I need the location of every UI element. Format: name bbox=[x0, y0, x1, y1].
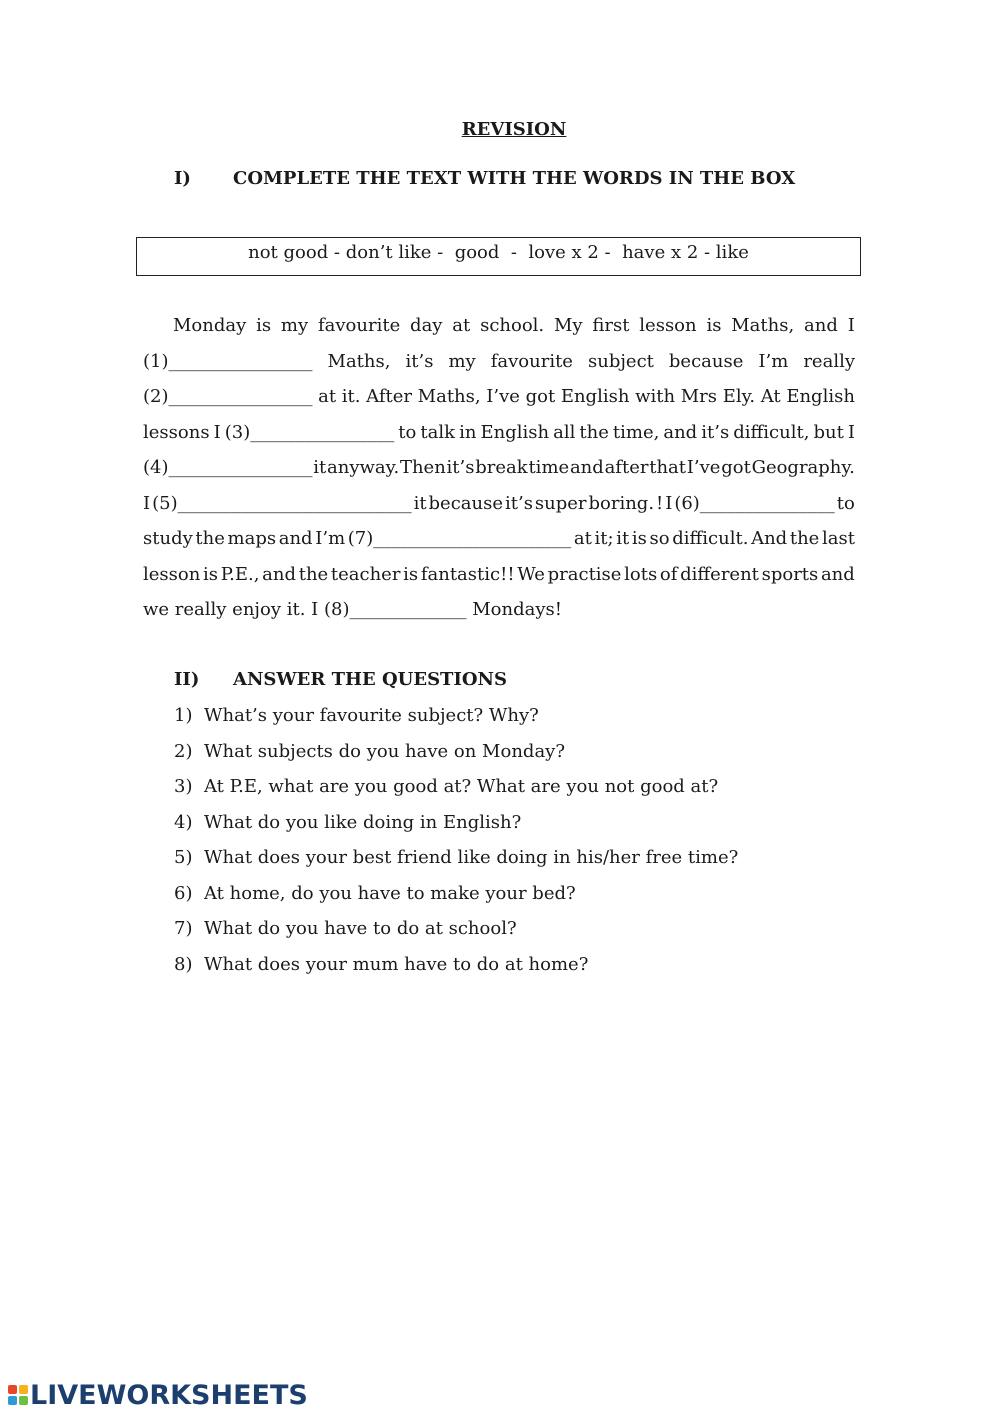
passage-word: and bbox=[569, 457, 604, 478]
question-number: 5) bbox=[174, 847, 193, 868]
passage-word: P.E., bbox=[220, 563, 260, 585]
passage-word: because bbox=[668, 350, 744, 372]
question-text: What does your best friend like doing in his/her free time? bbox=[204, 847, 739, 868]
question-item bbox=[174, 913, 738, 949]
passage-word: I bbox=[665, 492, 673, 514]
word-box: not good - don’t like - good - love x 2 - have x 2 - like bbox=[136, 237, 861, 276]
passage-word: it. bbox=[341, 386, 361, 407]
passage-word: Maths, bbox=[327, 350, 391, 372]
passage-word: of bbox=[659, 563, 678, 585]
passage-word: At bbox=[760, 386, 781, 407]
passage-word: Ely. bbox=[722, 386, 756, 407]
passage-word: it bbox=[313, 457, 327, 478]
passage-word: my bbox=[448, 350, 476, 372]
passage-word: (4)________________ bbox=[143, 457, 313, 478]
passage-word: the bbox=[789, 528, 820, 549]
passage-word: subject bbox=[587, 350, 654, 372]
passage-word: lots bbox=[624, 563, 658, 585]
passage-word: last bbox=[821, 528, 855, 549]
passage-word: is bbox=[403, 563, 419, 585]
passage-word: Geography. bbox=[751, 457, 855, 478]
passage-word: I’m bbox=[758, 350, 789, 372]
passage-word: and bbox=[663, 421, 698, 443]
passage-word: favourite bbox=[317, 315, 401, 336]
passage-line bbox=[143, 380, 855, 416]
question-text: At P.E, what are you good at? What are you not good at? bbox=[204, 776, 719, 797]
passage-word: the bbox=[579, 421, 609, 443]
liveworksheets-logo bbox=[8, 1380, 308, 1410]
passage-word: after bbox=[604, 457, 649, 478]
passage-word: day bbox=[410, 315, 443, 336]
passage-word: it bbox=[616, 528, 630, 549]
passage-word: got bbox=[525, 386, 556, 407]
passage-word: I bbox=[847, 315, 855, 336]
passage-word: I bbox=[143, 492, 151, 514]
question-item bbox=[174, 771, 738, 807]
question-number: 6) bbox=[174, 882, 193, 904]
passage-word: got bbox=[721, 457, 751, 478]
question-item bbox=[174, 700, 738, 736]
passage-word: and bbox=[804, 315, 838, 336]
passage-word: and bbox=[278, 528, 313, 549]
passage-word: is bbox=[706, 315, 722, 336]
passage-word: super bbox=[534, 492, 587, 514]
passage-word: I’ve bbox=[486, 386, 520, 407]
passage-word: anyway. bbox=[327, 457, 400, 478]
passage-word: the bbox=[298, 563, 329, 585]
question-text: At home, do you have to make your bed? bbox=[204, 882, 576, 904]
passage-word: Monday bbox=[173, 315, 247, 336]
passage-word: it’s bbox=[504, 492, 533, 514]
logo-grid-icon bbox=[8, 1385, 28, 1405]
passage-word: teacher bbox=[330, 563, 401, 585]
section-1-number: I) bbox=[174, 168, 191, 189]
passage-line bbox=[143, 522, 855, 558]
passage-word: And bbox=[751, 528, 788, 549]
passage-word: English bbox=[480, 421, 550, 443]
passage-word: is bbox=[256, 315, 272, 336]
section-2-title: ANSWER THE QUESTIONS bbox=[233, 669, 508, 690]
passage-word: at bbox=[573, 528, 592, 549]
passage-word: my bbox=[280, 315, 309, 336]
passage-word: practise bbox=[547, 563, 622, 585]
logo-square bbox=[8, 1385, 17, 1394]
passage-word: sports bbox=[761, 563, 819, 585]
passage-word: (7)______________________ bbox=[347, 528, 572, 549]
passage-word: but bbox=[813, 421, 844, 443]
question-number: 7) bbox=[174, 918, 193, 939]
logo-square bbox=[19, 1385, 28, 1394]
passage-word: at bbox=[452, 315, 471, 336]
passage-line bbox=[143, 451, 855, 487]
question-item bbox=[174, 736, 738, 772]
question-item bbox=[174, 878, 738, 914]
fill-in-passage bbox=[143, 309, 855, 629]
passage-word: I’ve bbox=[686, 457, 721, 478]
logo-square bbox=[8, 1396, 17, 1405]
passage-line bbox=[143, 593, 855, 629]
passage-word: it’s bbox=[405, 350, 434, 372]
passage-word: all bbox=[553, 421, 576, 443]
passage-word: first bbox=[592, 315, 630, 336]
passage-word: the bbox=[195, 528, 225, 549]
passage-word: English bbox=[786, 386, 855, 407]
passage-word: lesson bbox=[143, 563, 201, 585]
passage-word: that bbox=[649, 457, 687, 478]
passage-word: Mrs bbox=[680, 386, 718, 407]
passage-word: and bbox=[820, 563, 855, 585]
question-item bbox=[174, 842, 738, 878]
passage-word: with bbox=[635, 386, 676, 407]
passage-word: really bbox=[803, 350, 855, 372]
question-text: What does your mum have to do at home? bbox=[204, 953, 589, 975]
passage-word: because bbox=[428, 492, 504, 514]
passage-word: favourite bbox=[490, 350, 573, 372]
passage-word: study bbox=[143, 528, 193, 549]
passage-word: is bbox=[631, 528, 647, 549]
passage-word: and bbox=[262, 563, 297, 585]
passage-word: we really enjoy it. I (8)_____________ Mondays! bbox=[143, 599, 562, 620]
passage-word: I bbox=[213, 421, 221, 443]
passage-word: lesson bbox=[639, 315, 697, 336]
logo-square bbox=[19, 1396, 28, 1405]
question-list bbox=[174, 700, 738, 984]
question-text: What’s your favourite subject? Why? bbox=[204, 705, 539, 726]
question-text: What do you have to do at school? bbox=[204, 918, 517, 939]
passage-word: English bbox=[560, 386, 630, 407]
question-text: What do you like doing in English? bbox=[204, 811, 522, 833]
passage-word: Maths, bbox=[731, 315, 795, 336]
passage-word: talk bbox=[420, 421, 456, 443]
passage-line bbox=[143, 487, 855, 523]
passage-word: school. bbox=[480, 315, 545, 336]
passage-word: at bbox=[318, 386, 337, 407]
passage-word: time bbox=[528, 457, 570, 478]
question-number: 1) bbox=[174, 705, 193, 726]
passage-word: so bbox=[649, 528, 670, 549]
passage-word: to bbox=[836, 492, 855, 514]
question-number: 3) bbox=[174, 776, 193, 797]
passage-word: Maths, bbox=[417, 386, 481, 407]
passage-word: ! bbox=[656, 492, 664, 514]
passage-word: I’m bbox=[315, 528, 346, 549]
passage-word: it bbox=[413, 492, 427, 514]
passage-word: time, bbox=[612, 421, 660, 443]
passage-word: boring. bbox=[588, 492, 655, 514]
section-1-title: COMPLETE THE TEXT WITH THE WORDS IN THE BOX bbox=[233, 168, 796, 189]
passage-word: fantastic!! bbox=[420, 563, 515, 585]
passage-word: I bbox=[847, 421, 855, 443]
passage-word: My bbox=[553, 315, 583, 336]
question-number: 4) bbox=[174, 811, 193, 833]
passage-word: (5)__________________________ bbox=[152, 492, 412, 514]
passage-word: (2)________________ bbox=[143, 386, 313, 407]
passage-word: maps bbox=[227, 528, 277, 549]
passage-word: After bbox=[366, 386, 412, 407]
passage-line bbox=[143, 309, 855, 345]
passage-word: (1)________________ bbox=[143, 350, 313, 372]
question-item bbox=[174, 949, 738, 985]
passage-line bbox=[143, 416, 855, 452]
passage-word: it’s bbox=[701, 421, 730, 443]
passage-word: to bbox=[398, 421, 417, 443]
question-number: 8) bbox=[174, 953, 193, 975]
passage-word: in bbox=[459, 421, 477, 443]
section-2-heading bbox=[174, 669, 507, 690]
passage-word: We bbox=[517, 563, 545, 585]
passage-word: difficult, bbox=[733, 421, 810, 443]
passage-word: (6)_______________ bbox=[674, 492, 835, 514]
question-text: What subjects do you have on Monday? bbox=[204, 740, 565, 762]
passage-word: lessons bbox=[143, 421, 210, 443]
logo-text: LIVEWORKSHEETS bbox=[30, 1379, 308, 1411]
section-1-heading bbox=[174, 168, 795, 189]
passage-word: it; bbox=[594, 528, 614, 549]
passage-word: Then bbox=[399, 457, 446, 478]
question-number: 2) bbox=[174, 740, 193, 762]
passage-word: different bbox=[680, 563, 759, 585]
passage-word: (3)________________ bbox=[224, 421, 395, 443]
section-2-number: II) bbox=[174, 669, 200, 690]
passage-line bbox=[143, 558, 855, 594]
passage-word: it’s bbox=[446, 457, 475, 478]
passage-word: difficult. bbox=[672, 528, 749, 549]
passage-word: break bbox=[475, 457, 528, 478]
passage-line bbox=[143, 345, 855, 381]
page-title: REVISION bbox=[461, 119, 567, 140]
question-item bbox=[174, 807, 738, 843]
passage-word: is bbox=[203, 563, 219, 585]
